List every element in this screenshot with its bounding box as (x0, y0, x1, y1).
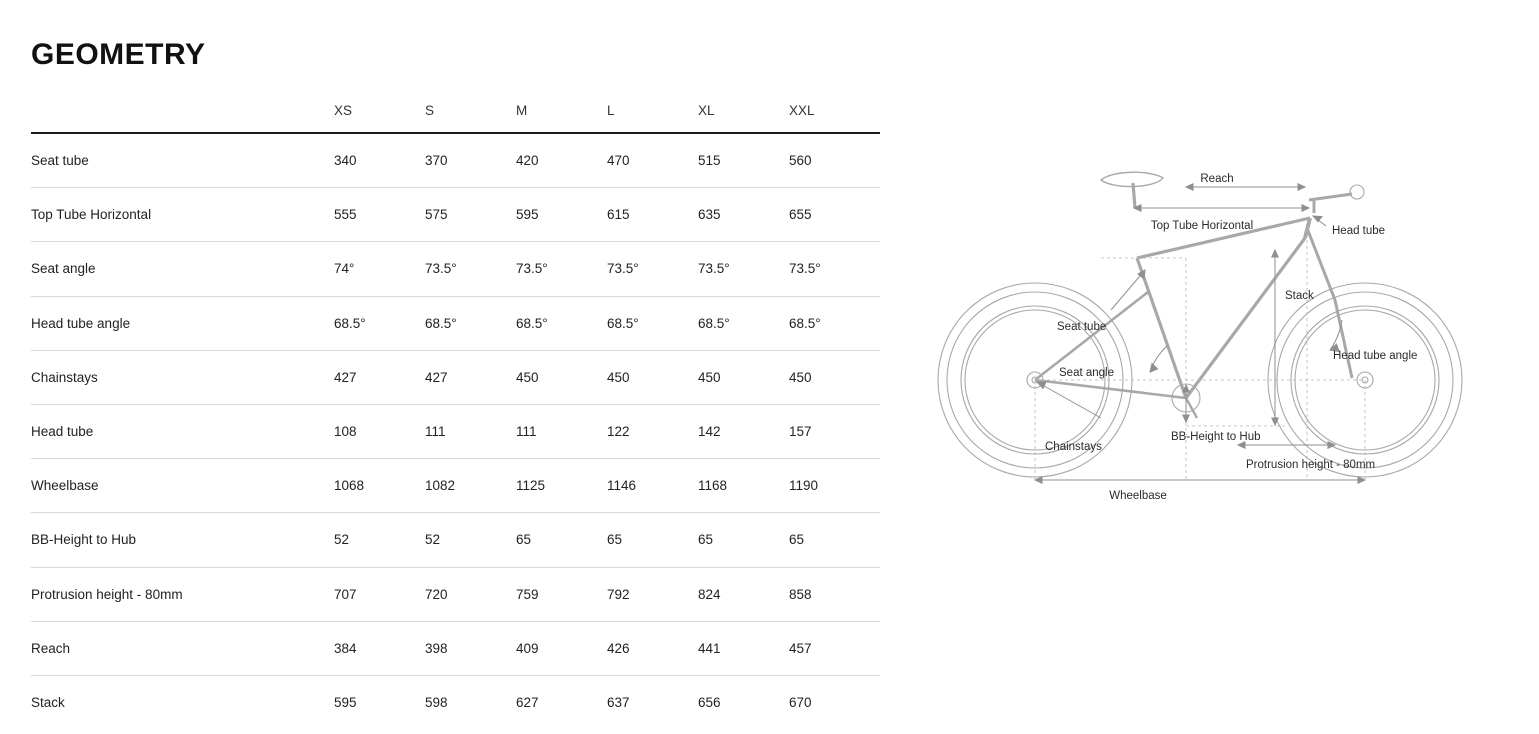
head-tube-arrow (1313, 216, 1322, 222)
row-label: Top Tube Horizontal (31, 188, 334, 242)
cell-value: 73.5° (698, 242, 789, 296)
table-row (31, 350, 880, 404)
cell-value: 627 (516, 694, 539, 710)
cell-value: 68.5° (698, 296, 789, 350)
label-seat-angle: Seat angle (1059, 367, 1114, 379)
table-header (31, 88, 880, 133)
cell-value: 68.5° (607, 296, 698, 350)
table-row (31, 404, 880, 458)
table-row (31, 242, 880, 296)
cell-value: 450 (789, 350, 880, 404)
row-label: Protrusion height - 80mm (31, 567, 334, 621)
label-chainstays: Chainstays (1045, 441, 1102, 453)
cell-value: 157 (789, 404, 880, 458)
cell-value: 73.5° (607, 242, 698, 296)
tth-arrow-right (1302, 205, 1309, 211)
cell-value: 65 (698, 513, 789, 567)
column-header-xs: XS (334, 88, 425, 133)
column-header-s: S (425, 88, 516, 133)
handlebar-grip (1350, 185, 1364, 199)
cell-value: 73.5° (516, 242, 607, 296)
cell-value: 720 (425, 567, 516, 621)
cell-value: 595 (516, 188, 607, 242)
cell-value: 637 (607, 694, 630, 710)
cell-value: 420 (516, 133, 607, 188)
cell-value: 68.5° (789, 296, 880, 350)
reach-arrow-left (1186, 184, 1193, 190)
cell-value: 73.5° (789, 242, 880, 296)
table-body (31, 133, 880, 729)
cell-value: 426 (607, 621, 698, 675)
row-label: Chainstays (31, 350, 334, 404)
cell-value: 142 (698, 404, 789, 458)
row-label: Seat angle (31, 242, 334, 296)
row-label: BB-Height to Hub (31, 513, 334, 567)
cell-value: 427 (425, 350, 516, 404)
cell-value: 635 (698, 188, 789, 242)
cell-value: 52 (334, 513, 425, 567)
bicycle-geometry-diagram (905, 150, 1525, 550)
cell-value: 457 (789, 621, 880, 675)
cell-value: 555 (334, 188, 425, 242)
cell-value: 824 (698, 567, 789, 621)
column-header-l: L (607, 88, 698, 133)
row-label: Head tube angle (31, 296, 334, 350)
cell-value: 1082 (425, 459, 516, 513)
cell-value: 1146 (607, 459, 698, 513)
cell-value: 575 (425, 188, 516, 242)
label-protrusion-height: Protrusion height - 80mm (1246, 459, 1376, 471)
cell-value: 370 (425, 133, 516, 188)
bb-height-arrow-bottom (1183, 415, 1189, 422)
wheelbase-arrow-left (1035, 477, 1042, 483)
table-row (31, 513, 880, 567)
cell-value: 707 (334, 567, 425, 621)
cell-value: 74° (334, 242, 425, 296)
table-row (31, 133, 880, 188)
cell-value: 52 (425, 513, 516, 567)
cell-value: 68.5° (516, 296, 607, 350)
row-label: Stack (31, 694, 65, 710)
cell-value: 598 (425, 694, 448, 710)
row-label: Seat tube (31, 133, 334, 188)
cell-value: 340 (334, 133, 425, 188)
cell-value: 111 (516, 404, 607, 458)
table-row (31, 567, 880, 621)
table-row (31, 188, 880, 242)
cell-value: 1168 (698, 459, 789, 513)
cell-value: 470 (607, 133, 698, 188)
chainstay (1035, 380, 1186, 398)
column-header-m: M (516, 88, 607, 133)
cell-value: 670 (789, 694, 812, 710)
cell-value: 615 (607, 188, 698, 242)
cell-value: 858 (789, 567, 880, 621)
table-row (31, 621, 880, 675)
stem (1309, 194, 1352, 200)
cell-value: 427 (334, 350, 425, 404)
cell-value: 409 (516, 621, 607, 675)
cell-value: 450 (607, 350, 698, 404)
cell-value: 122 (607, 404, 698, 458)
row-label: Head tube (31, 404, 334, 458)
cell-value: 759 (516, 567, 607, 621)
cell-value: 65 (607, 513, 698, 567)
cell-value: 656 (698, 694, 721, 710)
table-row (31, 296, 880, 350)
cell-value: 108 (334, 404, 425, 458)
row-label: Wheelbase (31, 459, 334, 513)
cell-value: 515 (698, 133, 789, 188)
cell-value: 65 (789, 513, 880, 567)
label-head-tube-angle: Head tube angle (1333, 350, 1418, 362)
label-stack: Stack (1285, 290, 1314, 302)
cell-value: 73.5° (425, 242, 516, 296)
cell-value: 68.5° (334, 296, 425, 350)
seatpost (1133, 183, 1135, 208)
cell-value: 65 (516, 513, 607, 567)
cell-value: 450 (698, 350, 789, 404)
cell-value: 1125 (516, 459, 607, 513)
cell-value: 1068 (334, 459, 425, 513)
seat-angle-arrow (1150, 364, 1158, 373)
cell-value: 68.5° (425, 296, 516, 350)
cell-value: 384 (334, 621, 425, 675)
cell-value: 655 (789, 188, 880, 242)
cell-value: 111 (425, 404, 516, 458)
geometry-table (31, 88, 880, 729)
label-head-tube: Head tube (1332, 225, 1386, 237)
column-header-xxl: XXL (789, 88, 880, 133)
cell-value: 792 (607, 567, 698, 621)
geometry-table-container (31, 88, 880, 729)
stack-arrow-top (1272, 250, 1278, 257)
table-row (31, 459, 880, 513)
cell-value: 1190 (789, 459, 880, 513)
reach-arrow-right (1298, 184, 1305, 190)
label-top-tube-horizontal: Top Tube Horizontal (1150, 220, 1254, 232)
label-wheelbase: Wheelbase (1109, 490, 1167, 502)
cell-value: 450 (516, 350, 607, 404)
table-header-row (31, 88, 880, 133)
cell-value: 441 (698, 621, 789, 675)
page-title: GEOMETRY (31, 38, 206, 71)
column-header-xl: XL (698, 88, 789, 133)
wheelbase-arrow-right (1358, 477, 1365, 483)
column-header-measure (31, 88, 334, 133)
cell-value: 398 (425, 621, 516, 675)
down-tube (1186, 238, 1305, 398)
label-reach: Reach (1200, 173, 1234, 185)
row-label: Reach (31, 621, 334, 675)
cell-value: 595 (334, 694, 357, 710)
cell-value: 560 (789, 133, 880, 188)
table-row (31, 675, 880, 729)
label-seat-tube: Seat tube (1057, 321, 1107, 333)
label-bb-height-to-hub: BB-Height to Hub (1171, 431, 1261, 443)
